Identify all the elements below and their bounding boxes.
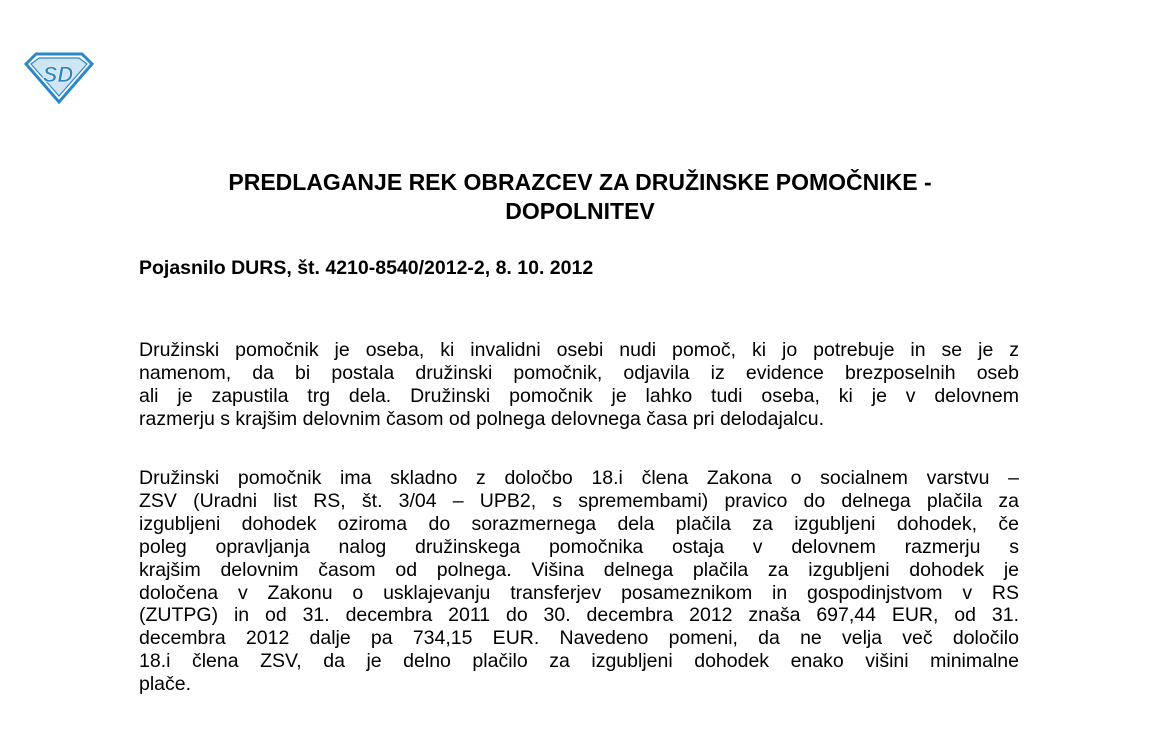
text-line: Družinski pomočnik je oseba, ki invalidni osebi nudi pomoč, ki jo potrebuje in se je z xyxy=(139,339,1019,361)
text-line: namenom, da bi postala družinski pomočnik, odjavila iz evidence brezposelnih oseb xyxy=(139,361,1019,384)
title-line: PREDLAGANJE REK OBRAZCEV ZA DRUŽINSKE POMOČNIKE - xyxy=(228,169,932,195)
text-line: določena v Zakonu o usklajevanju transferjev posameznikom in gospodinjstvom v RS xyxy=(139,581,1019,604)
logo-lettering: SD xyxy=(42,62,74,87)
document-title xyxy=(140,168,1020,226)
title-line: DOPOLNITEV xyxy=(505,198,655,224)
text-line: 18.i člena ZSV, da je delno plačilo za izgubljeni dohodek enako višini minimalne xyxy=(139,650,1019,673)
text-line: (ZUTPG) in od 31. decembra 2011 do 30. decembra 2012 znaša 697,44 EUR, od 31. xyxy=(139,604,1019,627)
paragraph xyxy=(139,339,1019,431)
text-line: Družinski pomočnik ima skladno z določbo 18.i člena Zakona o socialnem varstvu – xyxy=(139,467,1019,489)
text-line: razmerju s krajšim delovnim časom od polnega delovnega časa pri delodajalcu. xyxy=(139,407,825,430)
text-line: krajšim delovnim časom od polnega. Višina delnega plačila za izgubljeni dohodek je xyxy=(139,558,1019,581)
text-line: decembra 2012 dalje pa 734,15 EUR. Navedeno pomeni, da ne velja več določilo xyxy=(139,627,1019,650)
text-line: poleg opravljanja nalog družinskega pomočnika ostaja v delovnem razmerju s xyxy=(139,535,1019,558)
text-line: izgubljeni dohodek oziroma do sorazmernega dela plačila za izgubljeni dohodek, če xyxy=(139,512,1019,535)
document-subtitle: Pojasnilo DURS, št. 4210-8540/2012-2, 8. 10. 2012 xyxy=(139,257,594,279)
text-line: ali je zapustila trg dela. Družinski pomočnik je lahko tudi oseba, ki je v delovnem xyxy=(139,384,1019,407)
paragraph xyxy=(139,467,1019,696)
text-line: ZSV (Uradni list RS, št. 3/04 – UPB2, s spremembami) pravico do delnega plačila za xyxy=(139,489,1019,512)
sd-shield-logo xyxy=(22,50,96,104)
text-line: plače. xyxy=(139,673,192,696)
shield-logo-icon xyxy=(22,50,96,104)
